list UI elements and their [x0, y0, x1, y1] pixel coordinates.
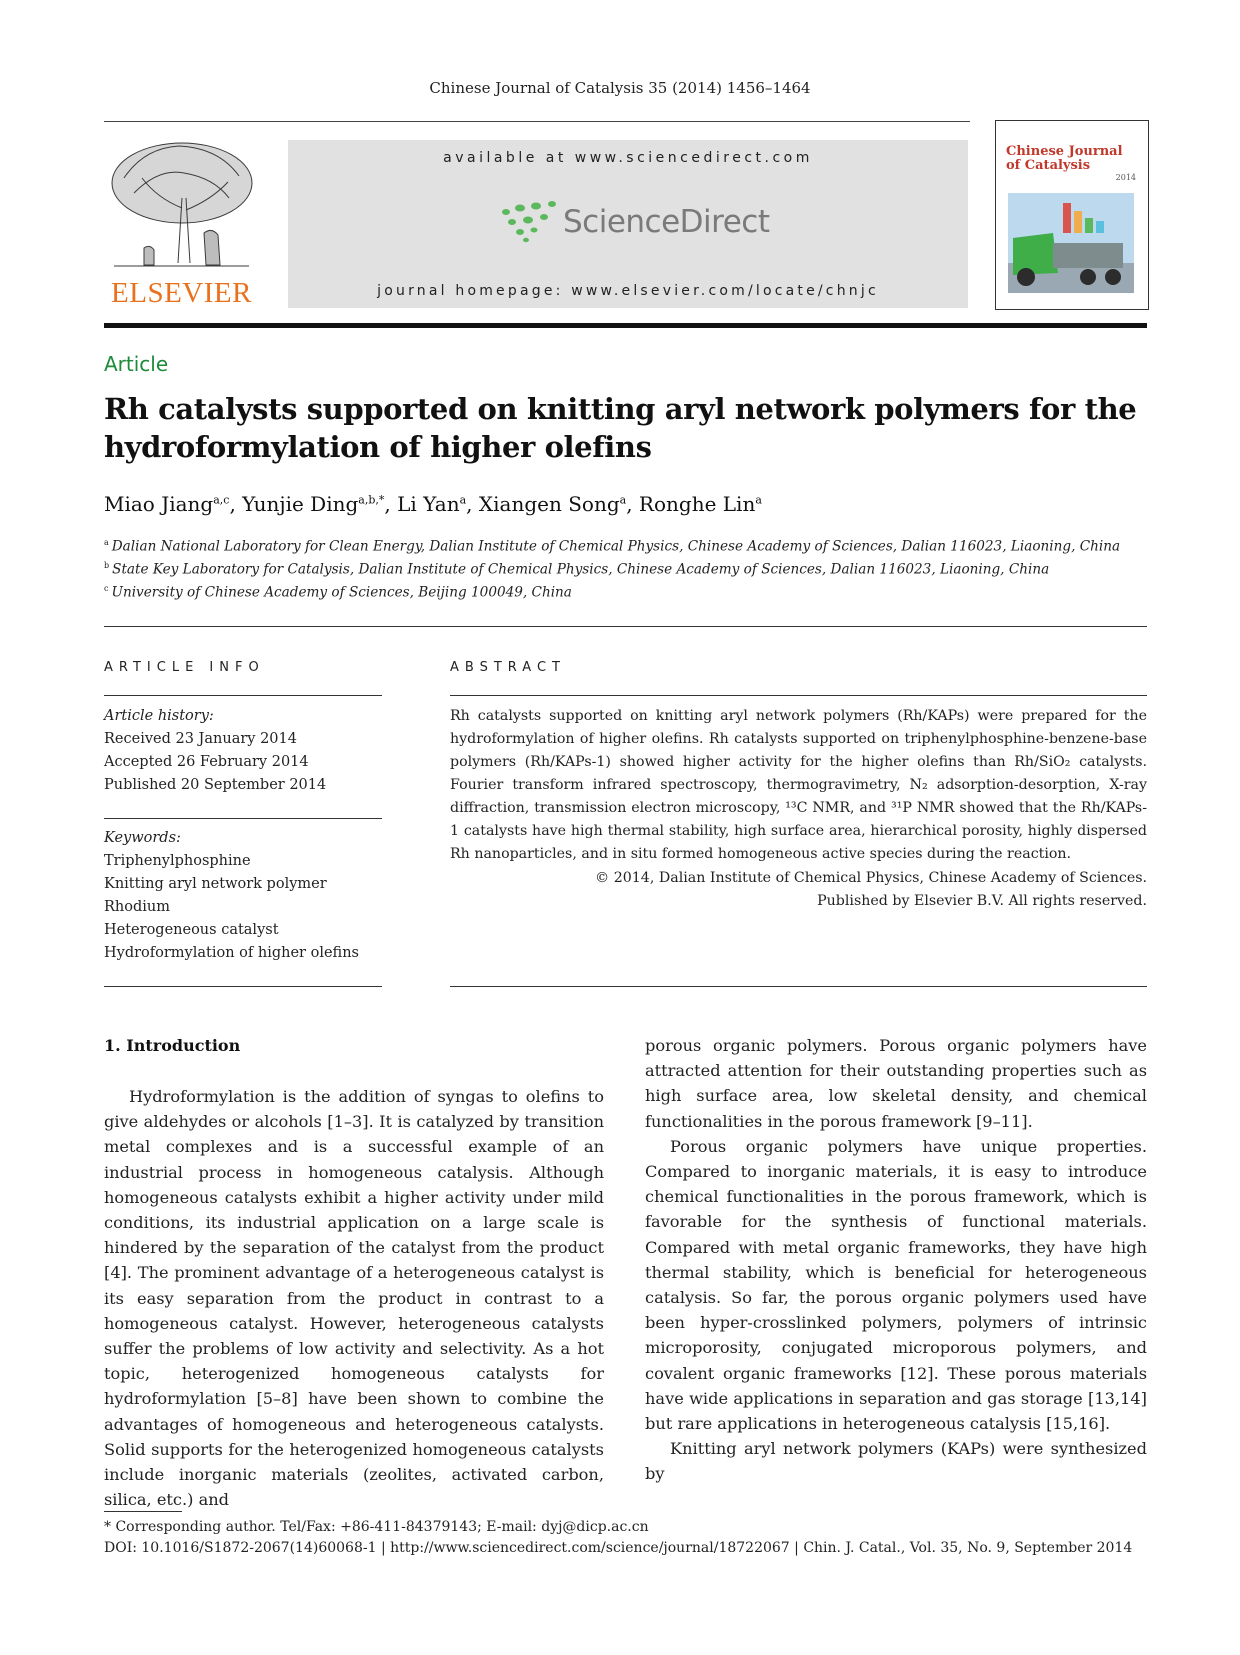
section-rule — [104, 626, 1147, 627]
copyright-notice: © 2014, Dalian Institute of Chemical Physics, Chinese Academy of Sciences. Published by Elsevier B.V. All rights reserved. — [595, 870, 1147, 909]
keyword: Heterogeneous catalyst — [104, 922, 279, 938]
body-paragraph: Porous organic polymers have unique properties. Compared to inorganic materials, it is easy to introduce chemical functionalities in the porous framework, which is favorable for the synthesis of functional materials. Compared with metal organic frameworks, they have high thermal stability, which is beneficial for heterogeneous catalysis. So far, the porous organic polymers used have been hyper-crosslinked polymers, polymers of intrinsic microporosity, conjugated microporous polymers, and covalent organic frameworks [12]. These porous materials have wide applications in separation and gas storage [13,14] but rare applications in heterogeneous catalysis [15,16]. — [645, 1136, 1147, 1434]
abstract-rule-1 — [450, 695, 1147, 696]
author[interactable]: Ronghe Lin$^a$ — [638, 492, 762, 516]
keyword: Hydroformylation of higher olefins — [104, 945, 359, 961]
article-title: Rh catalysts supported on knitting aryl network polymers for the hydroformylation of higher olefins — [104, 392, 1137, 464]
sd-available-text[interactable]: available at www.sciencedirect.com — [443, 150, 813, 166]
footnote-rule — [104, 1511, 182, 1512]
left-column — [104, 1084, 604, 1512]
keyword: Triphenylphosphine — [104, 853, 251, 869]
info-rule-3 — [104, 986, 382, 987]
abstract-text: Rh catalysts supported on knitting aryl network polymers (Rh/KAPs) were prepared for the hydroformylation of higher olefins. Rh catalysts supported on triphenylphosphine-benzene-base polymers (Rh/KAPs-1) showed higher activity for the higher olefins than Rh/SiO₂ catalysts. Fourier transform infrared spectroscopy, thermogravimetry, N₂ adsorption-desorption, X-ray diffraction, transmission electron microscopy, ¹³C NMR, and ³¹P NMR showed that the Rh/KAPs-1 catalysts have high thermal stability, high surface area, hierarchical porosity, highly dispersed Rh nanoparticles, and in situ formed homogeneous active species during the reaction. — [450, 708, 1147, 862]
accepted-date: Accepted 26 February 2014 — [104, 754, 309, 770]
keyword: Rhodium — [104, 899, 170, 915]
header-rule — [104, 121, 970, 122]
affiliation-b: $^b$ State Key Laboratory for Catalysis, Dalian Institute of Chemical Physics, Chinese Academy of Sciences, Dalian 116023, Liaoning, China — [104, 561, 1050, 578]
cover-title: Chinese Journal of Catalysis — [1006, 144, 1123, 173]
body-paragraph: porous organic polymers. Porous organic polymers have attracted attention for their outstanding properties such as high surface area, low skeletal density, and chemical functionalities in the porous framework [9–11]. — [645, 1036, 1147, 1131]
body-paragraph: Knitting aryl network polymers (KAPs) were synthesized by — [645, 1439, 1147, 1484]
elsevier-logo[interactable] — [104, 138, 259, 310]
body-paragraph: Hydroformylation is the addition of syngas to olefins to give aldehydes or alcohols [1–3]. It is catalyzed by transition metal complexes and is a successful example of an industrial process in homogeneous catalysis. Although homogeneous catalysts exhibit a higher activity under mild conditions, its industrial application on a large scale is hindered by the separation of the catalyst from the product [4]. The prominent advantage of a heterogeneous catalyst is its easy separation from the product in contrast to a homogeneous catalyst. However, heterogeneous catalysts suffer the problems of low activity and selectivity. As a hot topic, heterogenized homogeneous catalysts for hydroformylation [5–8] have been shown to combine the advantages of homogeneous and heterogeneous catalysts. Solid supports for the heterogenized homogeneous catalysts include inorganic materials (zeolites, activated carbon, silica, etc.) and — [104, 1087, 604, 1510]
journal-citation: Chinese Journal of Catalysis 35 (2014) 1456–1464 — [429, 79, 811, 97]
right-column — [645, 1033, 1147, 1487]
cover-year: 2014 — [1115, 173, 1136, 182]
journal-homepage-link[interactable]: journal homepage: www.elsevier.com/locate/chnjc — [377, 283, 879, 299]
history-label: Article history: — [104, 708, 214, 724]
keyword: Knitting aryl network polymer — [104, 876, 327, 892]
section-heading: 1. Introduction — [104, 1036, 241, 1055]
journal-cover[interactable] — [995, 120, 1149, 310]
info-rule-2 — [104, 818, 382, 819]
sciencedirect-wordmark: ScienceDirect — [563, 204, 770, 240]
published-date: Published 20 September 2014 — [104, 777, 327, 793]
author[interactable]: Li Yan$^a$ — [397, 492, 467, 516]
abstract-heading: ABSTRACT — [450, 660, 566, 675]
elsevier-tree-icon — [104, 138, 259, 273]
doi-line[interactable]: DOI: 10.1016/S1872-2067(14)60068-1 | http://www.sciencedirect.com/science/journal/18722067 | Chin. J. Catal., Vol. 35, No. 9, September 2014 — [104, 1540, 1133, 1556]
article-history — [104, 705, 382, 797]
corresponding-author-note: * Corresponding author. Tel/Fax: +86-411-84379143; E-mail: dyj@dicp.ac.cn — [104, 1519, 649, 1535]
author[interactable]: Xiangen Song$^a$ — [478, 492, 627, 516]
author-list: Miao Jiang$^{a,c}$, Yunjie Ding$^{a,b,*}$, Li Yan$^a$, Xiangen Song$^a$, Ronghe Lin$^a$ — [104, 492, 762, 516]
affiliation-c: $^c$ University of Chinese Academy of Sciences, Beijing 100049, China — [104, 584, 572, 601]
cover-truck-image — [1008, 193, 1134, 293]
author[interactable]: Miao Jiang$^{a,c}$ — [104, 492, 230, 516]
article-type-label: Article — [104, 352, 169, 376]
keywords-block — [104, 827, 382, 965]
article-info-heading: ARTICLE INFO — [104, 660, 265, 675]
author[interactable]: Yunjie Ding$^{a,b,*}$ — [242, 492, 385, 516]
info-rule-1 — [104, 695, 382, 696]
abstract-rule-2 — [450, 986, 1147, 987]
masthead-rule — [104, 323, 1147, 328]
sciencedirect-banner[interactable] — [288, 140, 968, 308]
keywords-label: Keywords: — [104, 830, 181, 846]
received-date: Received 23 January 2014 — [104, 731, 297, 747]
elsevier-wordmark: ELSEVIER — [111, 277, 252, 309]
affiliation-a: $^a$ Dalian National Laboratory for Clean Energy, Dalian Institute of Chemical Physics, Chinese Academy of Sciences, Dalian 116023, Liaoning, China — [104, 538, 1121, 555]
